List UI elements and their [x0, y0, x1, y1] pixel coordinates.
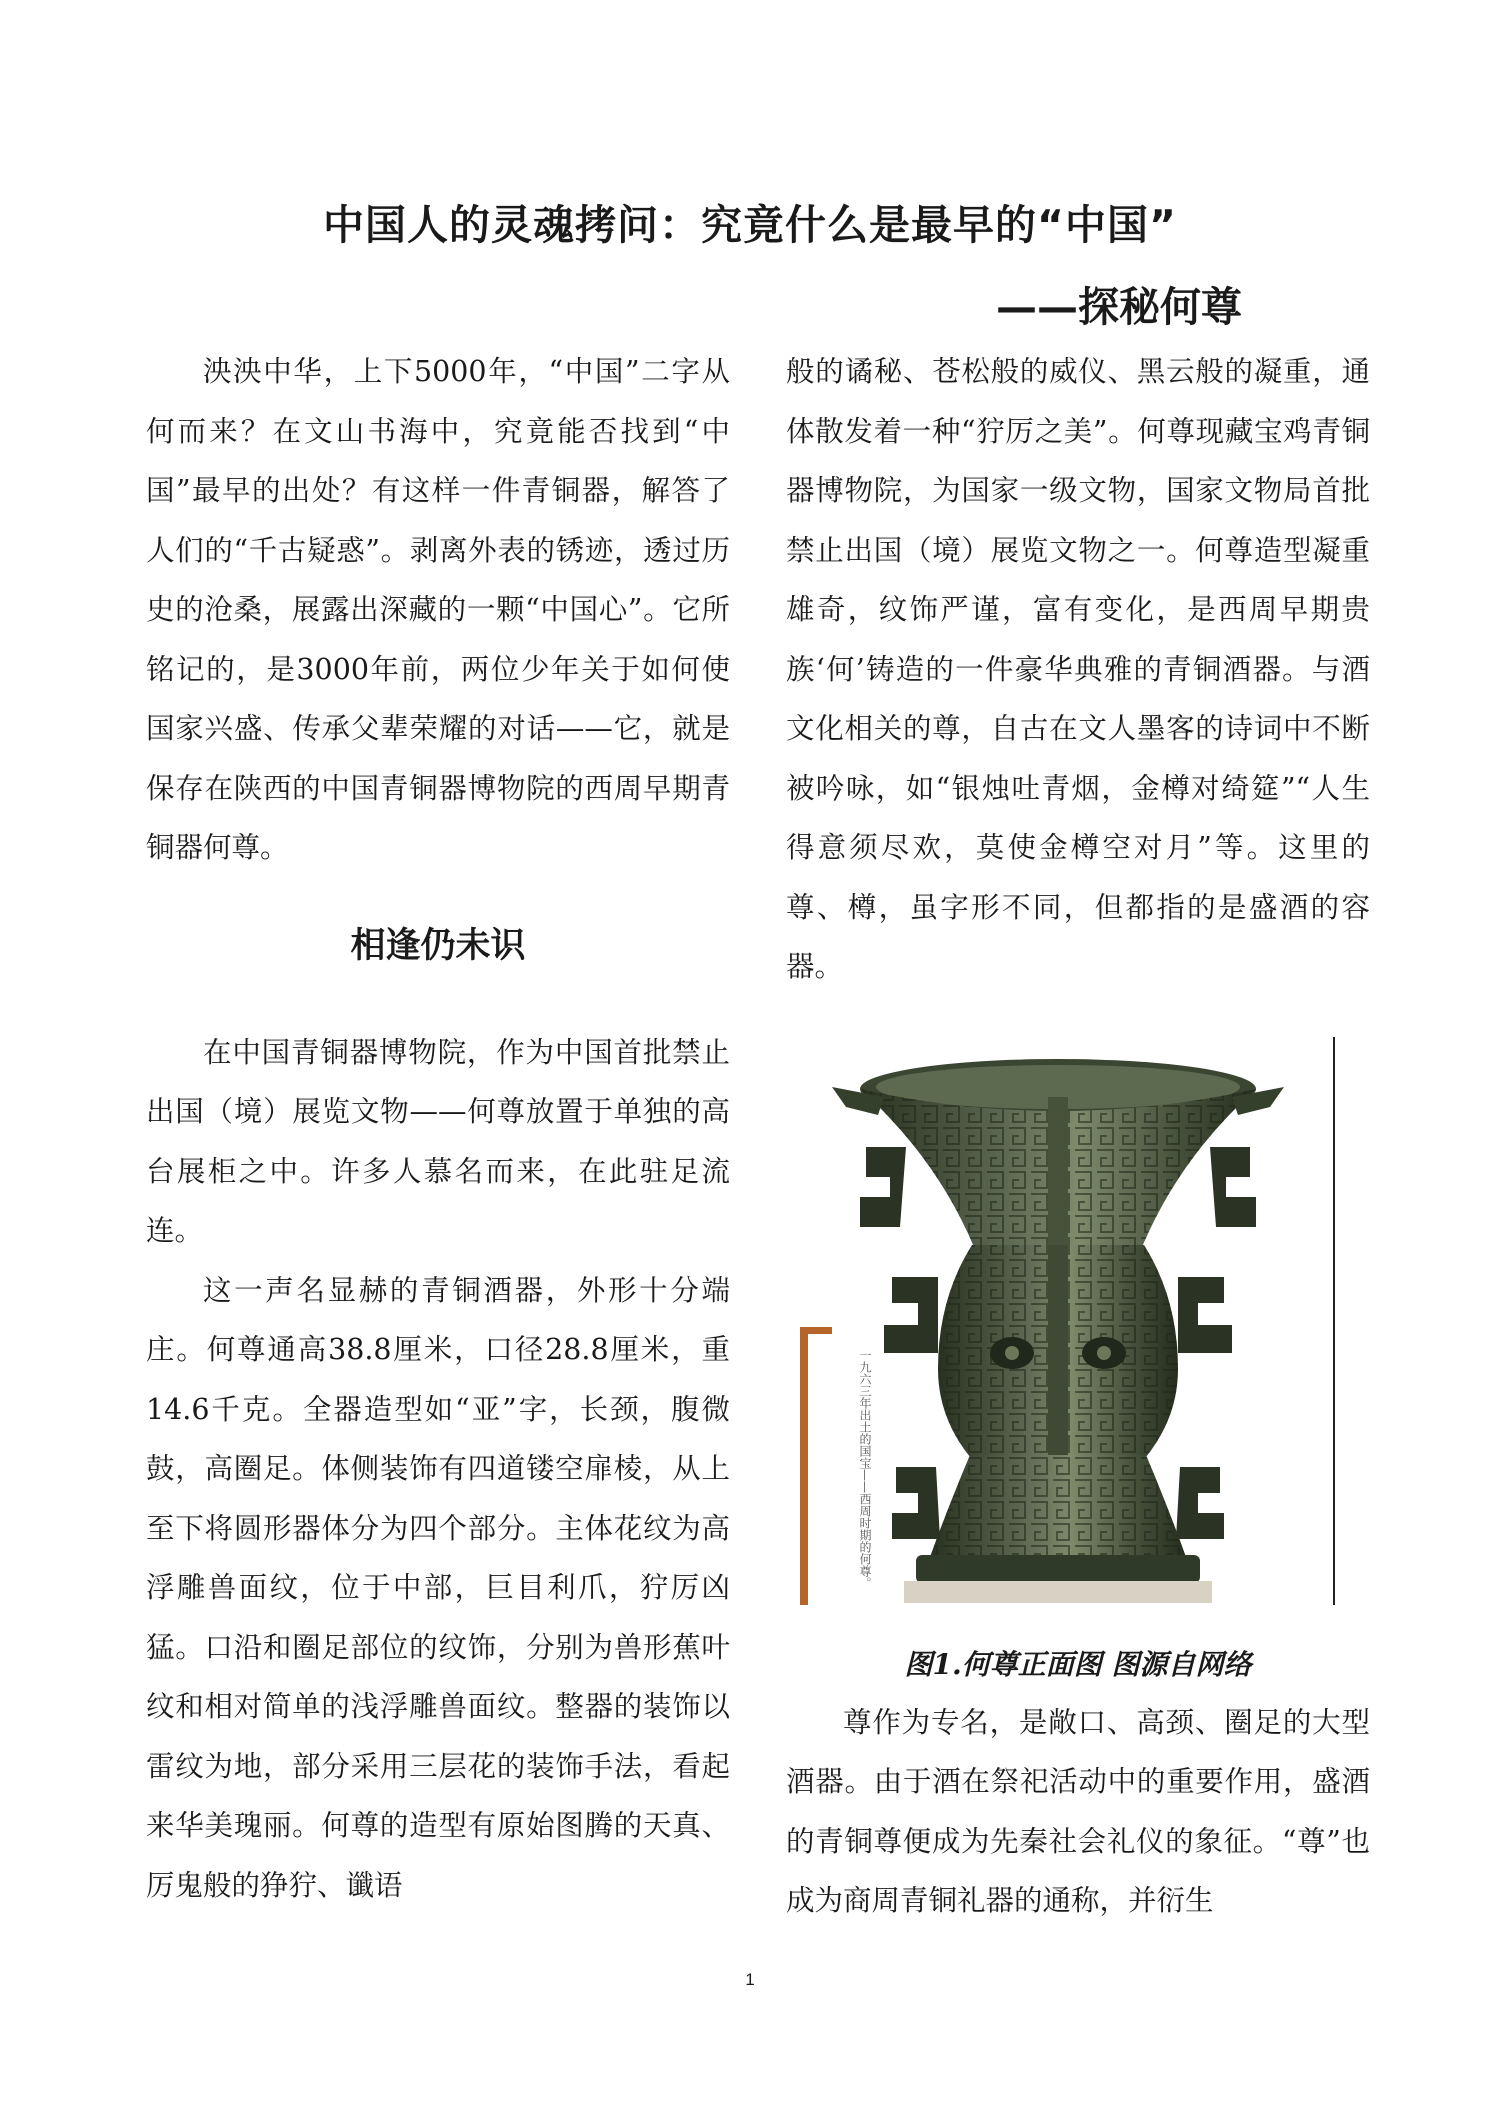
continued-paragraph: 般的谲秘、苍松般的威仪、黑云般的凝重，通体散发着一种“狞厉之美”。何尊现藏宝鸡青铜器博物院，为国家一级文物，国家文物局首批禁止出国（境）展览文物之一。何尊造型凝重雄奇，纹饰严谨，富有变化，是西周早期贵族‘何’铸造的一件豪华典雅的青铜酒器。与酒文化相关的尊，自古在文人墨客的诗词中不断被吟咏，如“银烛吐青烟，金樽对绮筵”“人生得意须尽欢，莫使金樽空对月”等。这里的尊、樽，虽字形不同，但都指的是盛酒的容器。 [786, 355, 1370, 983]
page-number: 1 [745, 1970, 755, 1989]
description-paragraph: 这一声名显赫的青铜酒器，外形十分端庄。何尊通高38.8厘米，口径28.8厘米，重14.6千克。全器造型如“亚”字，长颈，腹微鼓，高圈足。体侧装饰有四道镂空扉棱，从上至下将圆形器体分为四个部分。主体花纹为高浮雕兽面纹，位于中部，巨目利爪，狞厉凶猛。口沿和圈足部位的纹饰，分别为兽形蕉叶纹和相对简单的浅浮雕兽面纹。整器的装饰以雷纹为地，部分采用三层花的装饰手法，看起来华美瑰丽。何尊的造型有原始图腾的天真、厉鬼般的狰狞、谶语 [146, 1273, 730, 1902]
left-column [146, 342, 730, 1915]
page-subtitle: ——探秘何尊 [996, 283, 1242, 331]
he-zun-bronze-vessel-image [786, 1037, 1376, 1631]
figure-caption: 图1.何尊正面图 图源自网络 [904, 1647, 1252, 1681]
page-title: 中国人的灵魂拷问：究竟什么是最早的“中国” [323, 201, 1177, 249]
right-column [786, 342, 1370, 1931]
figure-side-note: 一九六三年出土的国宝——西周时期的何尊。 [858, 1348, 872, 1589]
intro-paragraph: 泱泱中华，上下5000年，“中国”二字从何而来？在文山书海中，究竟能否找到“中国”最早的出处？有这样一件青铜器，解答了人们的“千古疑惑”。剥离外表的锈迹，透过历史的沧桑，展露出深藏的一颗“中国心”。它所铭记的，是3000年前，两位少年关于如何使国家兴盛、传承父辈荣耀的对话——它，就是保存在陕西的中国青铜器博物院的西周早期青铜器何尊。 [146, 355, 730, 864]
he-zun-figure [786, 1037, 1376, 1631]
museum-paragraph: 在中国青铜器博物院，作为中国首批禁止出国（境）展览文物——何尊放置于单独的高台展柜之中。许多人慕名而来，在此驻足流连。 [146, 1035, 730, 1247]
section-heading: 相逢仍未识 [350, 925, 526, 966]
zun-paragraph: 尊作为专名，是敞口、高颈、圈足的大型酒器。由于酒在祭祀活动中的重要作用，盛酒的青铜尊便成为先秦社会礼仪的象征。“尊”也成为商周青铜礼器的通称，并衍生 [786, 1705, 1370, 1917]
